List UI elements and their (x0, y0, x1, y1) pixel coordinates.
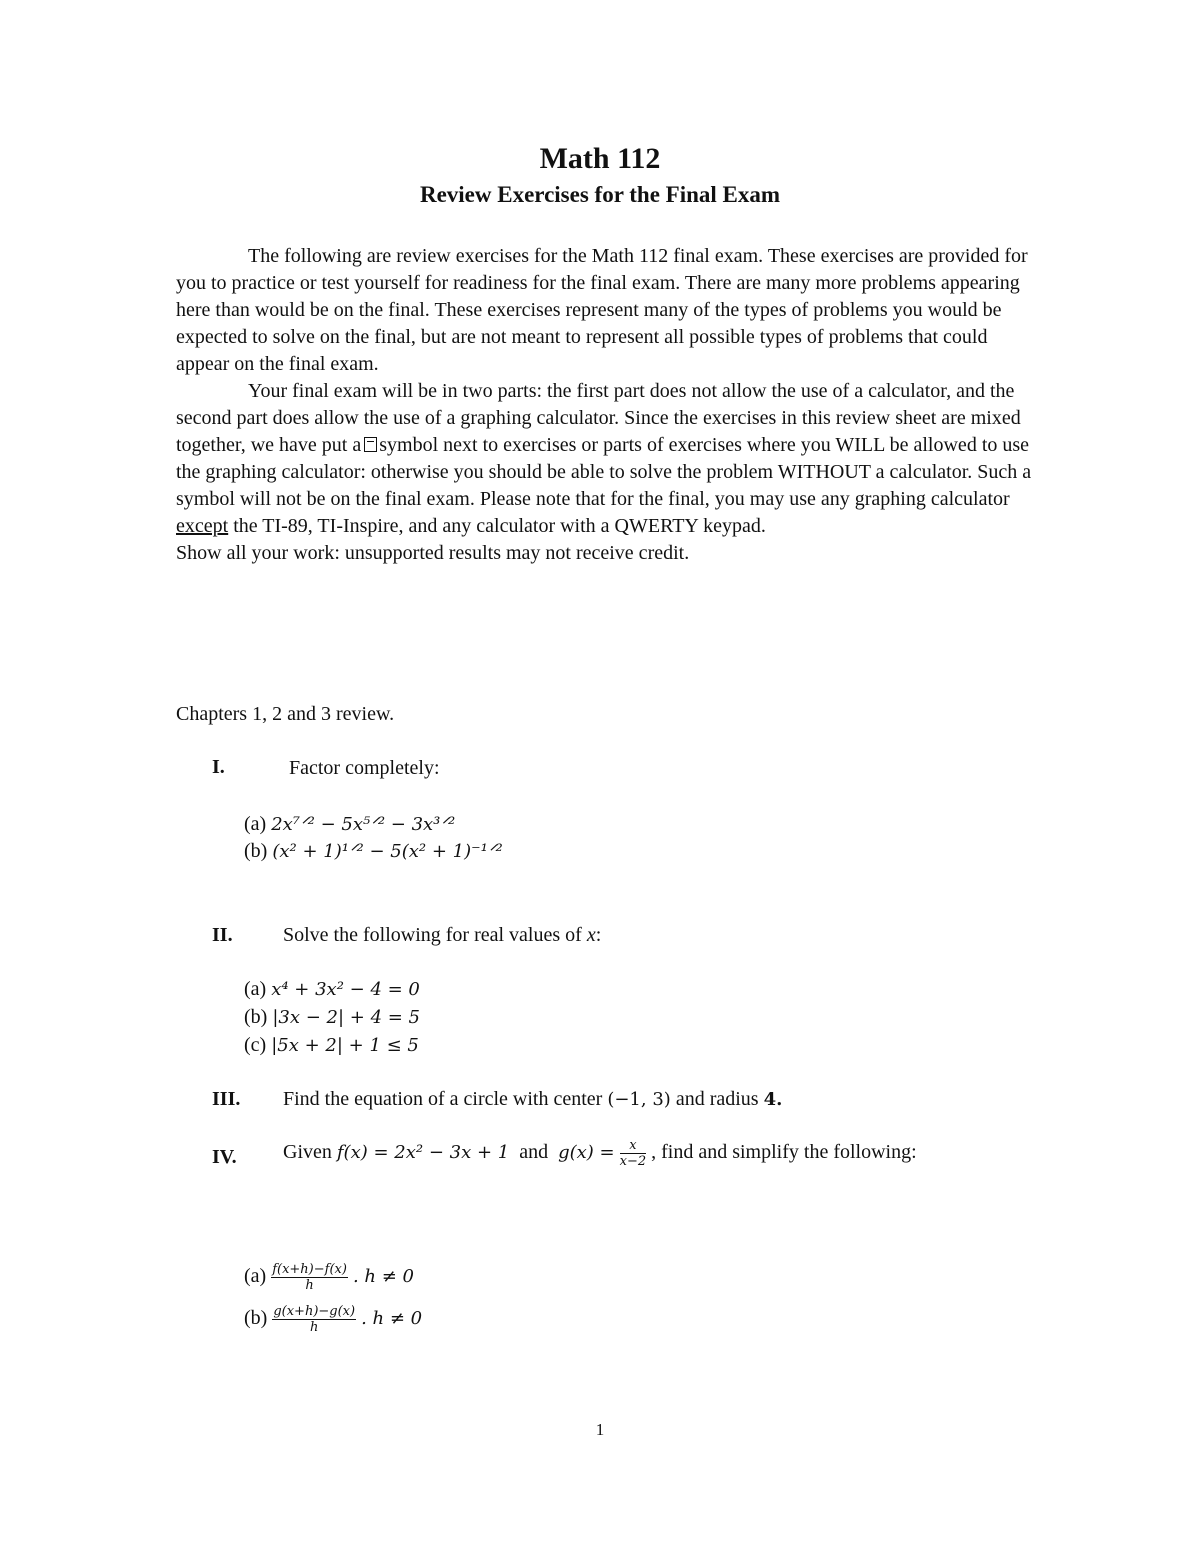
fraction-numerator: f(x+h)−f(x) (272, 1262, 347, 1277)
problem-2-part-c (244, 1034, 419, 1057)
math-expression: |3x − 2| + 4 = 5 (272, 1007, 420, 1028)
problem-1-part-b (244, 840, 503, 863)
function-g-lhs: g(x) = (558, 1142, 615, 1164)
difference-quotient-fraction (271, 1262, 348, 1293)
problem-1-text: Factor completely: (289, 757, 440, 779)
chapters-heading: Chapters 1, 2 and 3 review. (176, 703, 395, 725)
part-label: (c) (244, 1034, 267, 1056)
problem-3-prompt-2: and radius (675, 1088, 759, 1110)
intro-p2-part-a: Your final exam will be in two parts: the first part does not allow the use of a calculator, and the second part does allow the use of a graphing calculator. Since the exercises in this review sheet are mixed together, we have put a (176, 380, 1021, 456)
problem-2-part-a (244, 978, 420, 1001)
problem-3-prompt: Find the equation of a circle with center (283, 1088, 603, 1110)
circle-radius: 4. (763, 1089, 783, 1110)
math-expression: x⁴ + 3x² − 4 = 0 (271, 979, 420, 1000)
math-expression: (x² + 1)¹ᐟ² − 5(x² + 1)⁻¹ᐟ² (272, 841, 503, 862)
problem-4-prompt-2: , find and simplify the following: (651, 1141, 917, 1164)
circle-center: (−1, 3) (607, 1089, 671, 1110)
part-label: (b) (244, 1307, 268, 1330)
part-label: (a) (244, 813, 267, 835)
part-label: (b) (244, 840, 268, 862)
problem-4-part-a (244, 1262, 414, 1293)
problem-4-prompt: Given (283, 1141, 332, 1164)
part-label: (b) (244, 1006, 268, 1028)
problem-1-number: I. (212, 756, 225, 778)
problem-1-part-a (244, 813, 455, 836)
calculator-icon (364, 437, 377, 452)
fraction-numerator: x (620, 1138, 647, 1154)
page-number: 1 (595, 1420, 605, 1439)
variable-x: x (586, 924, 596, 946)
conjunction-and: and (519, 1141, 549, 1164)
intro-paragraph-1: The following are review exercises for the Math 112 final exam. These exercises are provided for you to practice or test yourself for readiness for the final exam. There are many more problems appearing here than would be on the final. These exercises represent many of the types of problems you would be expected to solve on the final, but are not meant to represent all possible types of problems that could appear on the final exam. (176, 245, 1028, 375)
fraction-denominator: h (305, 1278, 314, 1293)
problem-3-number: III. (212, 1088, 241, 1110)
intro-p2-part-b: symbol next to exercises or parts of exercises where you WILL be allowed to use the graphing calculator: otherwise you should be able to solve the problem WITHOUT a calculator. Such a symbol will not be on the final exam. Please note that for the final, you may use any graphing calculator (176, 434, 1032, 510)
part-label: (a) (244, 1265, 267, 1288)
intro-section (176, 243, 1036, 567)
problem-4-part-b (244, 1304, 422, 1335)
problem-2-text: Solve the following for real values of x: (283, 924, 602, 946)
function-f: f(x) = 2x² − 3x + 1 (336, 1142, 510, 1164)
intro-p2-part-c: the TI-89, TI-Inspire, and any calculator with a QWERTY keypad. (233, 515, 766, 537)
except-underlined: except (176, 515, 229, 537)
intro-paragraph-2 (176, 378, 1036, 540)
function-g-fraction (620, 1138, 647, 1169)
page-subtitle: Review Exercises for the Final Exam (419, 182, 781, 207)
math-expression: 2x⁷ᐟ² − 5x⁵ᐟ² − 3x³ᐟ² (271, 814, 456, 835)
part-label: (a) (244, 978, 267, 1000)
problem-2-part-b (244, 1006, 420, 1029)
fraction-denominator: h (310, 1320, 319, 1335)
page-title: Math 112 (539, 142, 661, 175)
problem-4-text (283, 1138, 1003, 1169)
fraction-numerator: g(x+h)−g(x) (273, 1304, 356, 1319)
problem-4-number: IV. (212, 1146, 237, 1168)
condition: . h ≠ 0 (361, 1308, 423, 1330)
problem-3-text (283, 1088, 1003, 1111)
problem-2-number: II. (212, 924, 233, 946)
math-expression: |5x + 2| + 1 ≤ 5 (271, 1035, 419, 1056)
fraction-denominator: x−2 (619, 1154, 647, 1169)
difference-quotient-fraction (272, 1304, 356, 1335)
condition: . h ≠ 0 (352, 1266, 414, 1288)
intro-paragraph-3: Show all your work: unsupported results may not receive credit. (176, 542, 690, 564)
problem-2-prompt: Solve the following for real values of (283, 924, 582, 946)
